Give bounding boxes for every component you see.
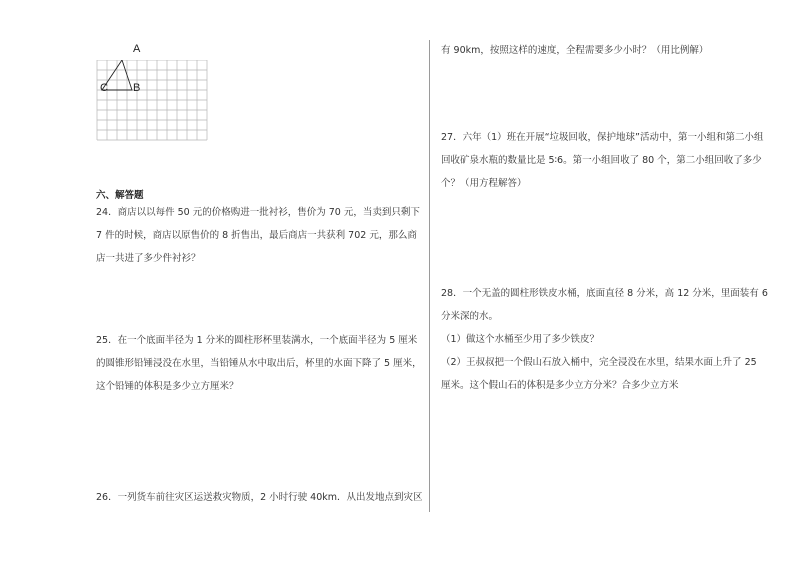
q26-line: 26．一列货车前往灾区运送救灾物质，2 小时行驶 40km．从出发地点到灾区 xyxy=(96,492,423,503)
question-24 xyxy=(96,201,420,270)
q28-line: 分米深的水。 xyxy=(441,311,499,322)
q27-line: 27．六年（1）班在开展“垃圾回收，保护地球”活动中，第一小组和第二小组 xyxy=(441,132,764,143)
question-26-continued xyxy=(441,39,708,62)
label-c: C xyxy=(100,82,108,94)
question-27 xyxy=(441,126,763,195)
q27-line: 回收矿泉水瓶的数量比是 5∶6。第一小组回收了 80 个，第二小组回收了多少 xyxy=(441,155,762,166)
q28-line: （2）王叔叔把一个假山石放入桶中，完全浸没在水里，结果水面上升了 25 xyxy=(441,357,757,368)
q25-line: 25．在一个底面半径为 1 分米的圆柱形杯里装满水，一个底面半径为 5 厘米 xyxy=(96,335,418,346)
q26-line: 有 90km，按照这样的速度，全程需要多少小时？（用比例解） xyxy=(441,45,709,56)
question-26-start xyxy=(96,486,423,509)
q28-line: （1）做这个水桶至少用了多少铁皮？ xyxy=(441,334,600,345)
label-b: B xyxy=(133,82,141,94)
q24-line: 24．商店以以每件 50 元的价格购进一批衬衫，售价为 70 元，当卖到只剩下 xyxy=(96,207,420,218)
q24-line: 店一共进了多少件衬衫？ xyxy=(96,253,201,264)
section-title: 六、解答题 xyxy=(96,190,144,201)
column-divider xyxy=(429,40,430,512)
q25-line: 这个铅锤的体积是多少立方厘米？ xyxy=(96,381,239,392)
q27-line: 个？（用方程解答） xyxy=(441,178,527,189)
q28-line: 28．一个无盖的圆柱形铁皮水桶，底面直径 8 分米，高 12 分米，里面装有 6 xyxy=(441,288,768,299)
question-25 xyxy=(96,329,422,398)
grid-lines xyxy=(96,60,216,148)
question-28 xyxy=(441,282,768,397)
q24-line: 7 件的时候，商店以原售价的 8 折售出，最后商店一共获利 702 元，那么商 xyxy=(96,230,417,241)
label-a: A xyxy=(133,43,141,55)
q28-line: 厘米。这个假山石的体积是多少立方分米？合多少立方米 xyxy=(441,380,679,391)
q25-line: 的圆锥形铅锤浸没在水里，当铅锤从水中取出后，杯里的水面下降了 5 厘米， xyxy=(96,358,422,369)
